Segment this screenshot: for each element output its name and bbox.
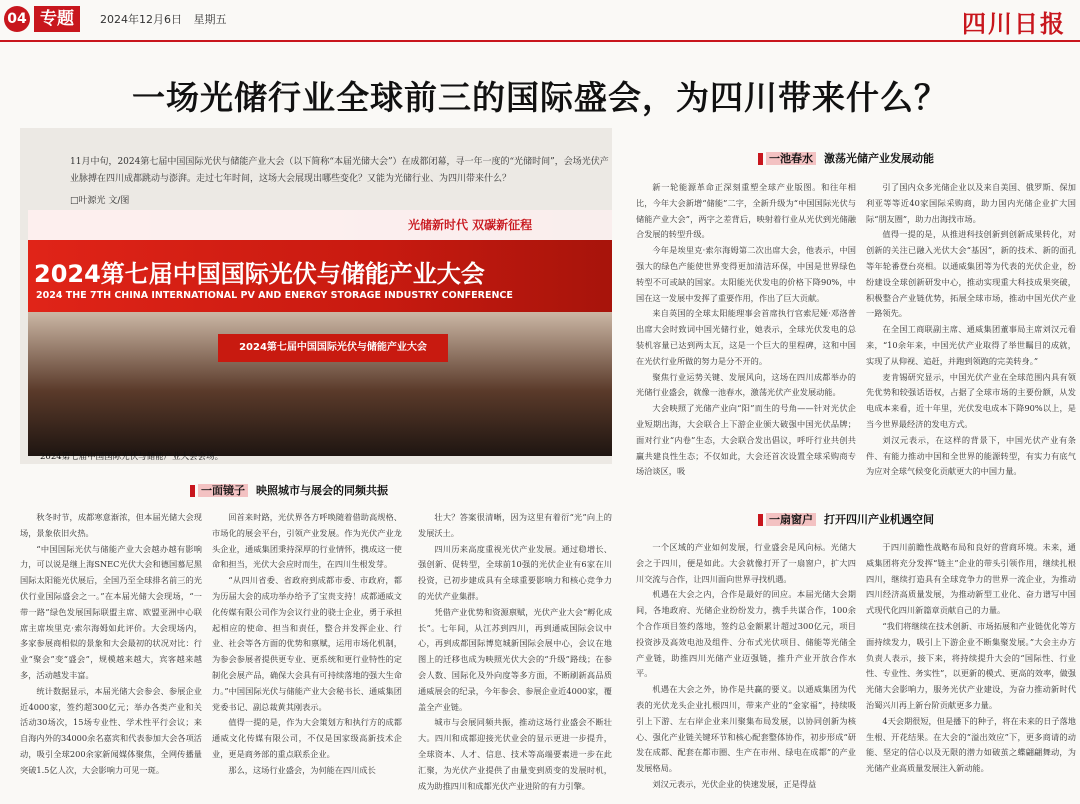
paragraph: 回首来时路，光伏界各方呼唤随着借助高规格、市场化的展会平台，引领产业发展。作为光伏产业龙头企业，通威集团秉持深厚的行业情怀，携成这一使命和担当，光伏大会应时而生，在四川生根发芽。: [212, 512, 402, 570]
page-number: 04: [4, 6, 30, 32]
banner-subtitle: 2024 THE 7TH CHINA INTERNATIONAL PV AND ENERGY STORAGE INDUSTRY CONFERENCE: [36, 290, 513, 301]
header-rule: [0, 40, 1080, 42]
text-column-3: [418, 510, 612, 802]
paragraph: 秋冬时节，成都寒意渐浓，但本届光储大会现场，景象依旧火热。: [20, 512, 202, 538]
paragraph: 一个区域的产业如何发展，行业盛会是风向标。光储大会之于四川，便是如此。大会就像打开了一扇窗户，扩大四川交流与合作，让四川面向世界寻找机遇。: [636, 542, 856, 584]
issue-date: 2024年12月6日: [100, 13, 182, 26]
heading-marker: [758, 153, 763, 165]
section-heading-text: 激荡光储产业发展动能: [824, 152, 934, 165]
heading-marker: [758, 514, 763, 526]
paragraph: 今年是埃里克·索尔海姆第二次出席大会，他表示，中国强大的绿色产能使世界变得更加清洁环保，中国是世界绿色转型不可或缺的国家。太阳能光伏发电的价格下降90%，中国在这一发展中发挥了重要作用，作出了巨大贡献。: [636, 245, 856, 303]
stage-screen: 2024第七届中国国际光伏与储能产业大会: [218, 334, 448, 362]
paragraph: 凭借产业优势和资源禀赋，光伏产业大会“孵化成长”。七年间，从江苏到四川，再到通威国际会议中心，再到成都国际博览城新国际会展中心，会议在地图上的迁移也成为映照光伏大会的“升级”路线；在参会人数、国际化及外向度等多方面，不断刷新高品质通威展会的纪录，今年参会、参展企业近4000家，覆盖全产业链。: [418, 606, 612, 712]
section-heading-spring: [758, 150, 934, 166]
section-keyword: 一扇窗户: [766, 513, 816, 526]
paragraph: 四川历来高度重视光伏产业发展。通过稳增长、强创新、促转型，全球前10强的光伏企业有6家在川投资，已初步建成具有全球重要影响力和核心竞争力的光伏产业集群。: [418, 543, 612, 601]
section-heading-text: 映照城市与展会的同频共振: [256, 484, 388, 497]
stage-audience: [28, 312, 612, 456]
paragraph: 引了国内众多光储企业以及来自美国、俄罗斯、保加利亚等等近40家国际采购商，助力国内光储企业扩大国际“朋友圈”，助力出海找市场。: [866, 182, 1076, 224]
paragraph: 在全国工商联副主席、通威集团董事局主席刘汉元看来，“10余年来，中国光伏产业取得了举世瞩目的成就，实现了从仰视、追赶，并跑到领跑的完美转身。”: [866, 324, 1076, 366]
paragraph: 壮大？答案很清晰，因为这里有着衍“光”向上的发展沃土。: [418, 512, 612, 538]
issue-weekday: 星期五: [193, 13, 227, 26]
paragraph: 统计数据显示，本届光储大会参会、参展企业近4000家，签约超300亿元；举办各类产业和关活动30场次，15场专业性、学术性平行会议；来自海内外的34000余名嘉宾和代表参加大会各项活动，吸引全球200余家新闻媒体聚焦，全网传播量突破1.5亿人次，大会影响力可见一斑。: [20, 685, 202, 775]
text-column-5: [866, 180, 1076, 500]
section-keyword: 一面镜子: [198, 484, 248, 497]
lead-paragraph: 11月中旬，2024第七届中国国际光伏与储能产业大会（以下简称“本届光储大会”）在成都闭幕，寻一年一度的“光储时间”，会场光伏产业脉搏在四川成都跳动与澎湃。走过七年时间，这场大会展现出哪些变化？又能为光储行业、为四川带来什么？: [70, 157, 609, 184]
paragraph: 新一轮能源革命正深刻重塑全球产业版图。和往年相比，今年大会新增“储能”二字，全新升级为“中国国际光伏与储能产业大会”，两字之差背后，映射着行业从光伏到光储融合发展的转型升级。: [636, 182, 856, 240]
paragraph: 城市与会展同频共振，推动这场行业盛会不断壮大。四川和成都迎接光伏业会的显示更进一步提升，全球资本、人才、信息、技术等高端要素进一步在此汇聚，为光伏产业提供了由量变到质变的发展时机，成为助推四川和成都光伏产业进阶的有力引擎。: [418, 717, 612, 791]
page-header: [0, 0, 1080, 40]
text-column-1: [20, 510, 202, 802]
text-column-6: [636, 540, 856, 802]
text-column-4: [636, 180, 856, 500]
text-column-2: [212, 510, 402, 802]
conference-photo: [28, 210, 612, 456]
section-heading-text: 打开四川产业机遇空间: [824, 513, 934, 526]
paragraph: 来自英国的全球太阳能理事会首席执行官索尼娅·邓洛普出席大会时致词中国光储行业，她表示，全球光伏发电的总装机容量已达到两太瓦，这是一个巨大的里程碑，这和中国在光伏行业所做的努力是分不开的。: [636, 308, 856, 366]
paragraph: 值得一提的是，作为大会策划方和执行方的成都通威文化传媒有限公司，不仅是国家级高新技术企业，更是商务部的重点联系企业。: [212, 717, 402, 759]
paragraph: 刘汉元表示，光伏企业的快速发展，正是得益: [652, 778, 817, 789]
section-heading-window: [758, 511, 934, 527]
paragraph: 聚焦行业运势关键、发展风向，这场在四川成都举办的光储行业盛会，就像一池春水，激荡光伏产业发展动能。: [636, 371, 856, 398]
newspaper-logo: 四川日报: [962, 9, 1066, 38]
date-line: [100, 11, 227, 27]
section-label: 专题: [34, 6, 80, 32]
section-keyword: 一池春水: [766, 152, 816, 165]
paragraph: 4天会期很短，但是播下的种子，将在未来的日子落地生根、开花结果。在大会的“溢出效应”下，更多商请的动能、坚定的信心以及无限的潜力如破茧之蝶翩翩舞动，为光储产业高质量发展注入新动能。: [866, 715, 1076, 774]
byline: □叶源光 文/图: [70, 196, 130, 206]
paragraph: 机遇在大会之外，协作是共赢的要义。以通威集团为代表的光伏龙头企业扎根四川，带来产业的“金家福”，持续吸引上下游、左右岸企业来川聚集布局发展，以协同创新为核心、强化产业链关键环节和核心配套整体协作，初步形成“研发在成都、配套在都市圈、生产在市州、绿电在成都”的产业发展格局。: [636, 684, 856, 774]
paragraph: 那么，这场行业盛会，为何能在四川成长: [228, 764, 376, 775]
banner-slogan: 光储新时代 双碳新征程: [408, 218, 533, 232]
paragraph: 值得一提的是，从推进科技创新到创新成果转化，对创新的关注已融入光伏大会“基因”，新的技术、新的面孔等年轮番登台亮相。以通威集团等为代表的光伏企业，纷纷建设全球创新研发中心，推动实现重大科技成果突破，积极整合产业链优势，拓展全球市场，推动中国光伏产业一路领先。: [866, 229, 1076, 319]
paragraph: 刘汉元表示，在这样的背景下，中国光伏产业有条件、有能力推动中国和全世界的能源转型，有实力有底气为应对全球气候变化贡献更大的中国力量。: [866, 434, 1076, 477]
photo-caption: 2024第七届中国国际光伏与储能产业大会会场。: [40, 452, 224, 462]
text-column-7: [866, 540, 1076, 802]
section-heading-mirror: [190, 482, 388, 498]
paragraph: “我们将继续在技术创新、市场拓展和产业链优化等方面持续发力，吸引上下游企业不断集聚发展。”大会主办方负责人表示，接下来，将持续提升大会的“国际性、行业性、专业性、务实性”，以更新的模式、更高的效率，做强光储大会影响力，服务光伏产业建设，为奋力推动新时代治蜀兴川再上新台阶贡献更多力量。: [866, 620, 1076, 710]
article-title: 一场光储行业全球前三的国际盛会，为四川带来什么？: [132, 78, 948, 117]
banner-title: 2024第七届中国国际光伏与储能产业大会: [34, 260, 485, 288]
paragraph: “中国国际光伏与储能产业大会越办越有影响力，可以说是继上海SNEC光伏大会和德国慕尼黑国际太阳能光伏展后，全国乃至全球排名前三的光伏行业国际盛会之一。”在本届光储大会现场，“一带一路”绿色发展国际联盟主席、欧盟亚洲中心联席主席埃里克·索尔海姆如此评价。大会现场内，多家参展商相似的景象和大会最初的状况对比：行业“聚会”变“盛会”，规模越来越大，宾客越来越多，活动越发丰富。: [20, 543, 202, 680]
paragraph: “从四川省委、省政府到成都市委、市政府，都为历届大会的成功举办给予了宝贵支持！成都通威文化传媒有限公司作为会议行业的骁士企业，勇于承担起相应的使命、担当和责任，整合并发挥企业、行业、社会等各方面的优势和禀赋，运用市场化机制，为参会参展者提供更专业、更系统和更行业特性的定制化会展产品，确保大会具有可持续落地的强大生命力。”中国国际光伏与储能产业大会秘书长、通威集团党委书记、副总裁黄其刚表示。: [212, 575, 402, 712]
paragraph: 大会映照了光储产业向“阳”而生的号角——针对光伏企业短期出海，大会联合上下游企业颁大破强中国光伏品牌；面对行业“内卷”生态，大会联合发出倡议，呼吁行业共创共赢共建良性生态；不仅如此，大会还首次设置全球采购商专场洽谈区，吸: [636, 403, 856, 477]
heading-marker: [190, 485, 195, 497]
paragraph: 麦肯锡研究显示，中国光伏产业在全球范围内具有领先优势和较强话语权，占据了全球市场的主要份额，从发电成本来看，近十年里，光伏发电成本下降90%以上，是当今世界最经济的发电方式。: [866, 371, 1076, 429]
paragraph: 于四川前瞻性战略布局和良好的营商环境。未来，通威集团将充分发挥“链主”企业的带头引领作用，继续扎根四川，继续打造具有全球竞争力的世界一流企业，为推动四川经济高质量发展，为推动新型工业化、奋力谱写中国式现代化四川新篇章贡献自己的力量。: [866, 542, 1076, 616]
photo-banner: [28, 210, 612, 312]
paragraph: 机遇在大会之内，合作是最好的回应。本届光储大会期间，各地政府、光储企业纷纷发力，携手共谋合作，100余个合作项目签约落地，签约总金额累计超过300亿元，项目投资涉及高效电池及组件、分布式光伏项目、储能等光储全产业链，助推四川光储产业迈强链，推升产业开放合作水平。: [636, 589, 856, 679]
